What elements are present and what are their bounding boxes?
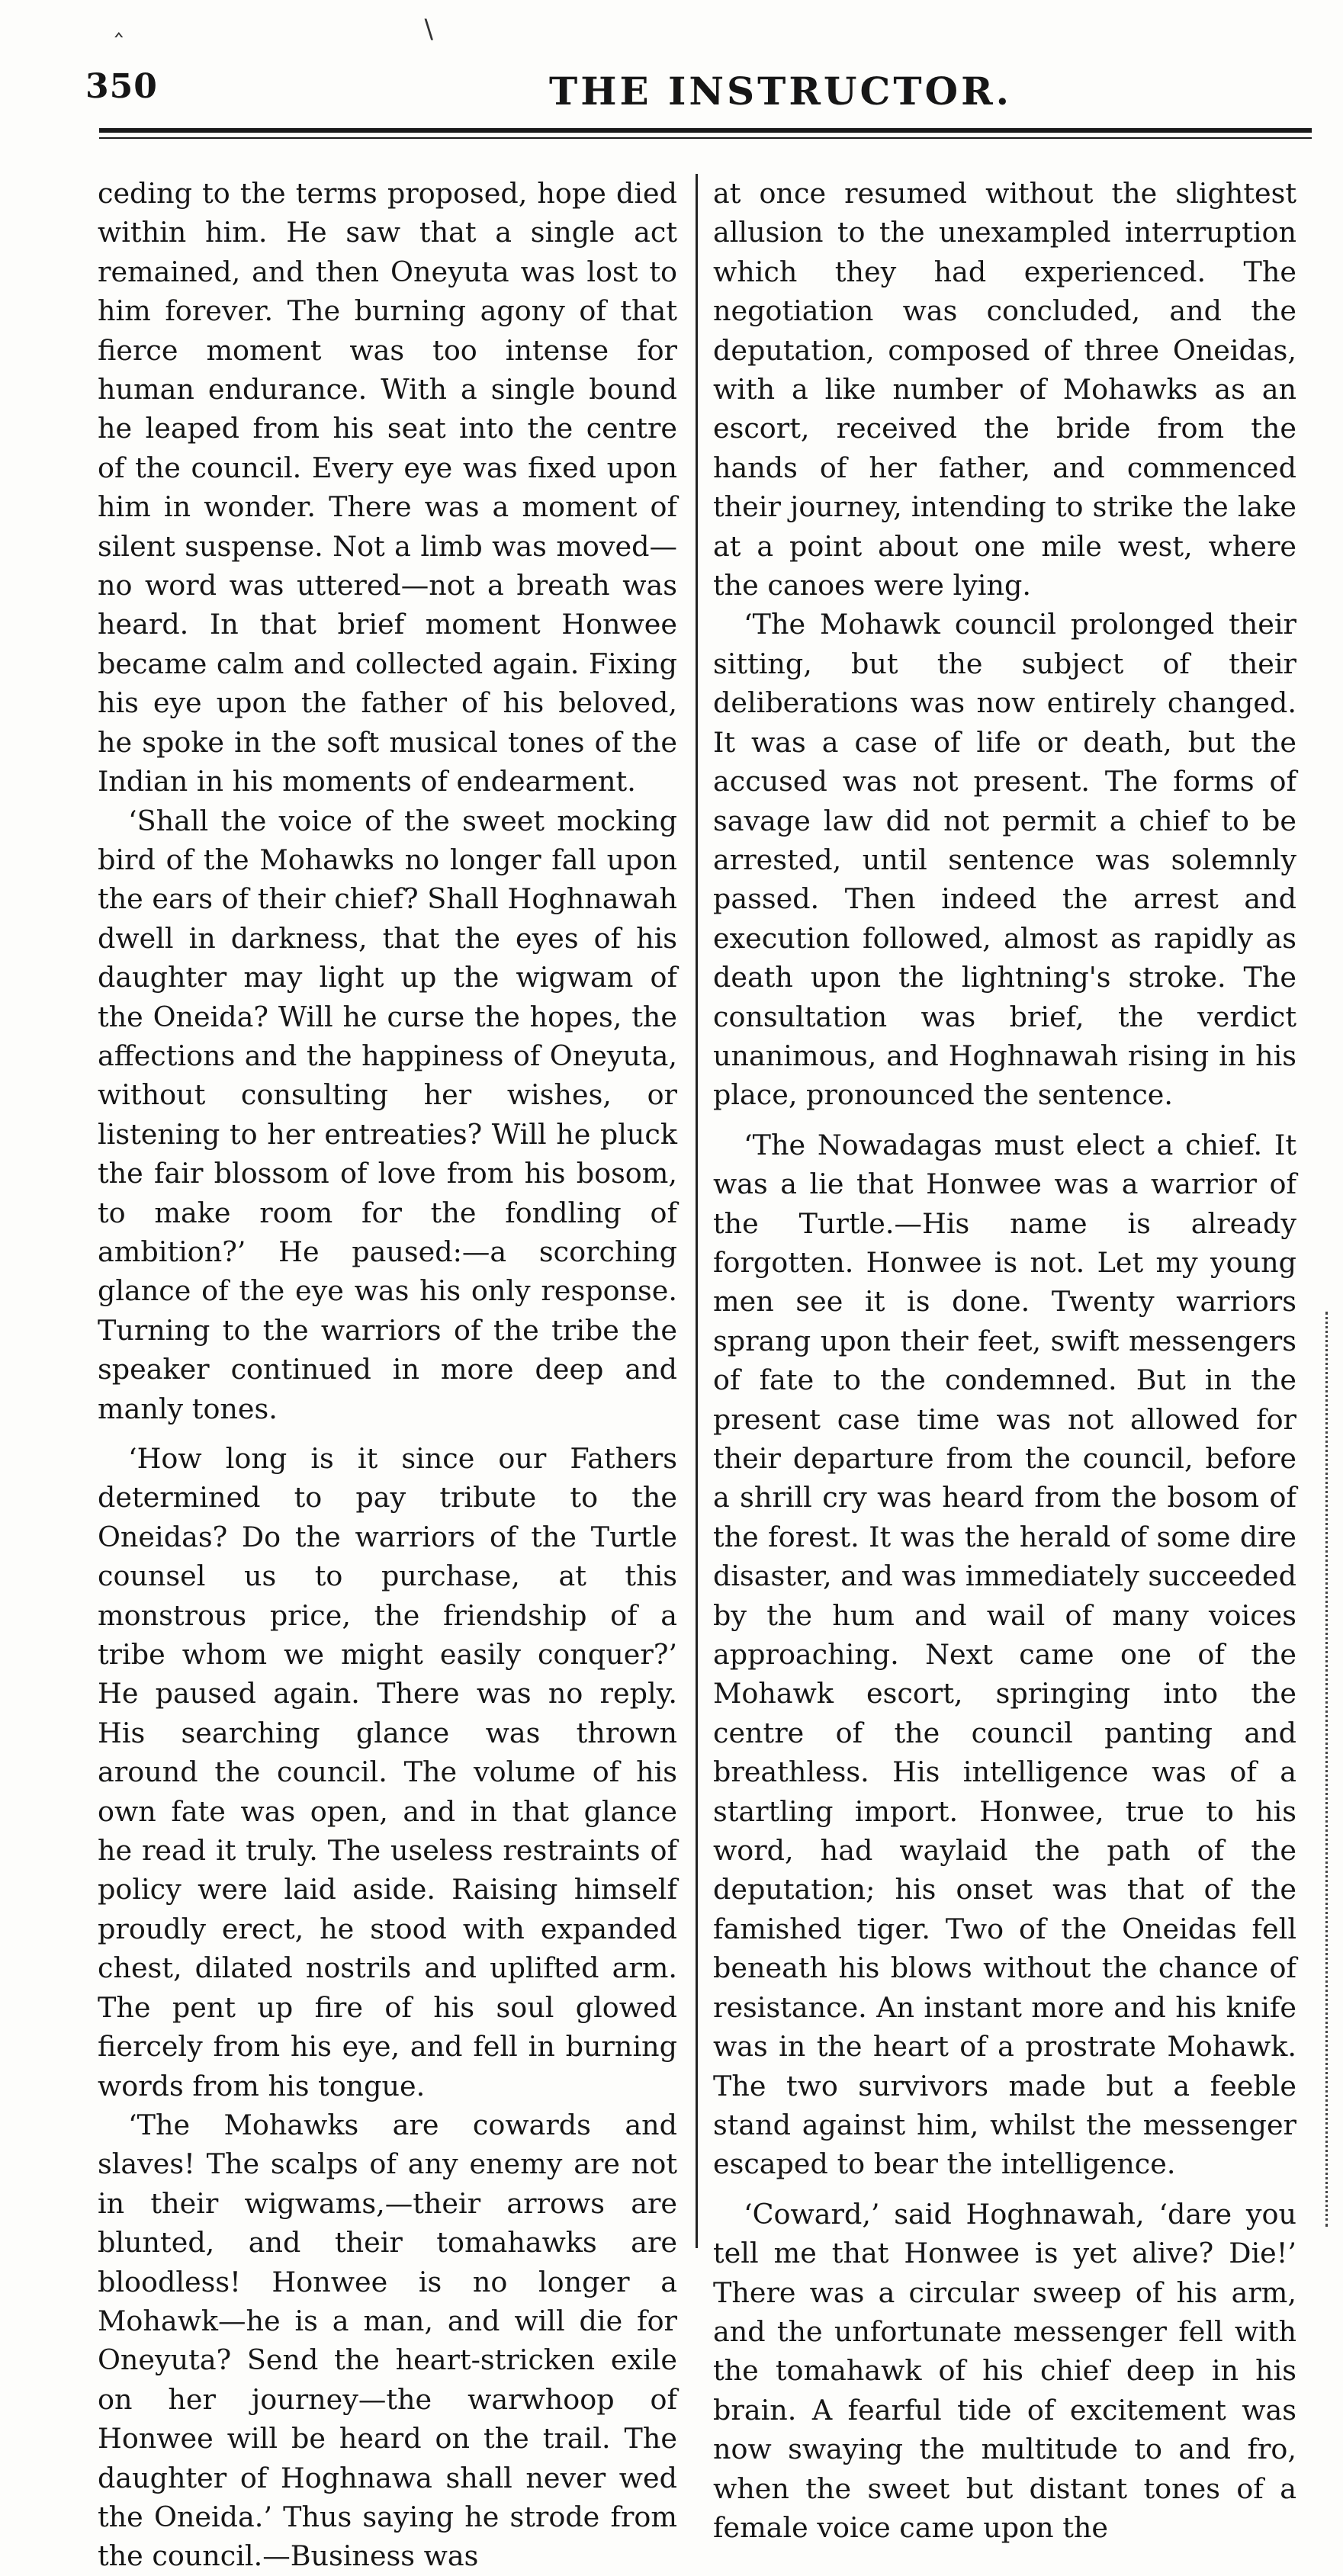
right-column [713,174,1296,2544]
paragraph: ‘The Mohawk council prolonged their sitting, but the subject of their deliberations was now entirely changed. It was a case of life or death, but the accused was not present. The forms of savage law did not permit a chief to be arrested, until sentence was solemnly passed. Then indeed the arrest and execution followed, almost as rapidly as death upon the lightning's stroke. The consultation was brief, the verdict unanimous, and Hoghnawah rising in his place, pronounced the sentence. [713,608,1296,1112]
paragraph: ‘The Nowadagas must elect a chief. It was a lie that Honwee was a warrior of the Turtle.—His name is already forgotten. Honwee is not. Let my young men see it is done. Twenty warriors sprang upon their feet, swift messengers of fate to the condemned. But in the present case time was not allowed for their departure from the council, before a shrill cry was heard from the bosom of the forest. It was the herald of some dire disaster, and was immediately succeeded by the hum and wail of many voices approaching. Next came one of the Mohawk escort, springing into the centre of the council panting and breathless. His intelligence was of a startling import. Honwee, true to his word, had waylaid the path of the deputation; his onset was that of the famished tiger. Two of the Oneidas fell beneath his blows without the chance of resistance. An instant more and his knife was in the heart of a prostrate Mohawk. The two survivors made but a feeble stand against him, whilst the messenger escaped to bear the intelligence. [713,1128,1296,2181]
paragraph: ‘The Mohawks are cowards and slaves! The scalps of any enemy are not in their wigwams,—their arrows are blunted, and their tomahawks are bloodless! Honwee is no longer a Mohawk—he is a man, and will die for Oneyuta? Send the heart-stricken exile on her journey—the warwhoop of Honwee will be heard on the trail. The daughter of Hoghnawa shall never wed the Oneida.’ Thus saying he strode from the council.—Business was [98,2108,677,2573]
scan-mark: ∖ [419,15,436,46]
left-column [98,174,677,2573]
paragraph: ‘How long is it since our Fathers determined to pay tribute to the Oneidas? Do the warriors of the Turtle counsel us to purchase, at this monstrous price, the friendship of a tribe whom we might easily conquer?’ He paused again. There was no reply. His searching glance was thrown around the council. The volume of his own fate was open, and in that glance he read it truly. The useless restraints of policy were laid aside. Raising himself proudly erect, he stood with expanded chest, dilated nostrils and uplifted arm. The pent up fire of his soul glowed fiercely from his eye, and fell in burning words from his tongue. [98,1442,677,2102]
page-number: 350 [85,67,158,106]
page-header [0,0,1343,153]
paragraph: ceding to the terms proposed, hope died within him. He saw that a single act remained, and then Oneyuta was lost to him forever. The burning agony of that fierce moment was too intense for human endurance. With a single bound he leaped from his seat into the centre of the council. Every eye was fixed upon him in wonder. There was a moment of silent suspense. Not a limb was moved—no word was uttered—not a breath was heard. In that brief moment Honwee became calm and collected again. Fixing his eye upon the father of his beloved, he spoke in the soft musical tones of the Indian in his moments of endearment. [98,177,677,798]
bleed-through-margin [1325,1312,1338,2227]
scan-mark: ‸ [114,8,124,38]
running-title: THE INSTRUCTOR. [549,69,1013,114]
column-divider [696,174,698,2248]
header-rule-thin [99,137,1312,139]
paragraph: ‘Coward,’ said Hoghnawah, ‘dare you tell me that Honwee is yet alive? Die!’ There was a circular sweep of his arm, and the unfortunate messenger fell with the tomahawk of his chief deep in his brain. A fearful tide of excitement was now swaying the multitude to and fro, when the sweet but distant tones of a female voice came upon the [713,2197,1296,2544]
paragraph: at once resumed without the slightest allusion to the unexampled interruption which they had experienced. The negotiation was concluded, and the deputation, composed of three Oneidas, with a like number of Mohawks as an escort, received the bride from the hands of her father, and commenced their journey, intending to strike the lake at a point about one mile west, where the canoes were lying. [713,177,1296,602]
header-rule-thick [99,128,1312,133]
paragraph: ‘Shall the voice of the sweet mocking bird of the Mohawks no longer fall upon the ears of their chief? Shall Hoghnawah dwell in darkness, that the eyes of his daughter may light up the wigwam of the Oneida? Will he curse the hopes, the affections and the happiness of Oneyuta, without consulting her wishes, or listening to her entreaties? Will he pluck the fair blossom of love from his bosom, to make room for the fondling of ambition?’ He paused:—a scorching glance of the eye was his only response. Turning to the warriors of the tribe the speaker continued in more deep and manly tones. [98,804,677,1425]
